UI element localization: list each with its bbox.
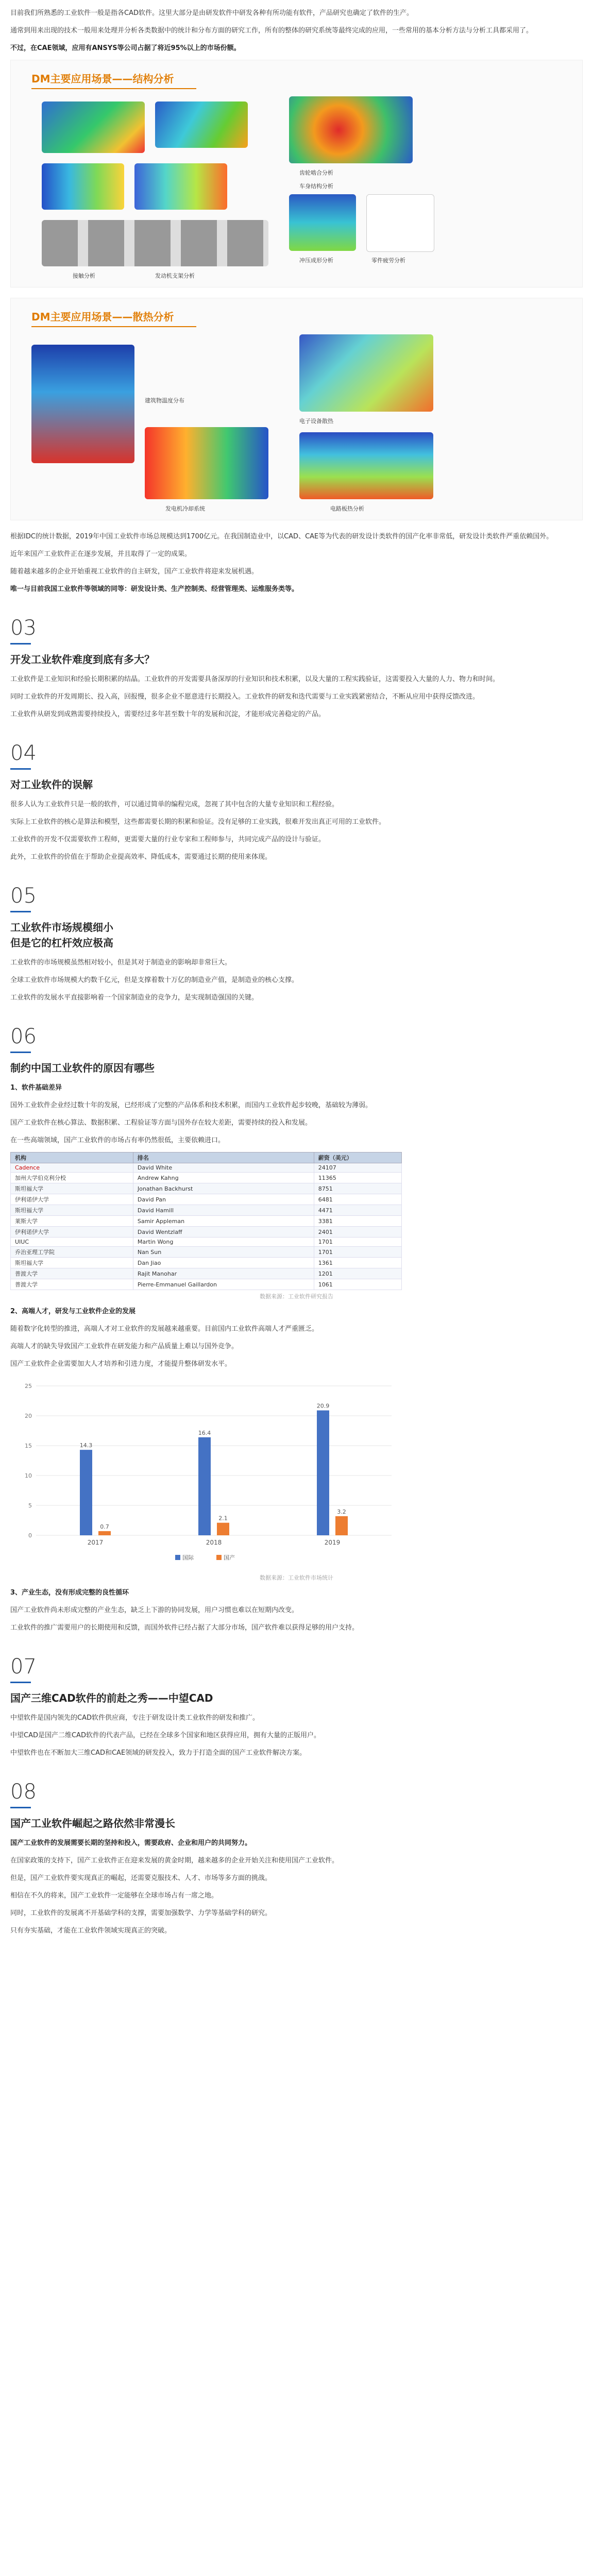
- figure1-label-4: 发动机支架分析: [155, 273, 195, 279]
- legend-label: 国际: [182, 1554, 194, 1561]
- figure2-label-1: 建筑物温度分布: [145, 397, 184, 404]
- table-header-cell: 薪资（美元）: [314, 1153, 401, 1163]
- section-8-paragraph-4: 相信在不久的将来，国产工业软件一定能够在全球市场占有一席之地。: [10, 1892, 218, 1900]
- legend-label: 国产: [224, 1554, 235, 1561]
- section-8-paragraph-1: 国产工业软件的发展需要长期的坚持和投入，需要政府、企业和用户的共同努力。: [10, 1839, 252, 1847]
- section-7-divider: [10, 1682, 31, 1683]
- table-cell: 乔治亚理工学院: [11, 1247, 133, 1258]
- bar-chart-svg: [10, 1376, 402, 1566]
- y-tick-label: 5: [28, 1502, 32, 1509]
- section-6-paragraph-6: 国产工业软件企业需要加大人才培养和引进力度，才能提升整体研发水平。: [10, 1360, 232, 1368]
- section-6-title: 制约中国工业软件的原因有哪些: [10, 1062, 155, 1074]
- section-4-paragraph-3: 工业软件的开发不仅需要软件工程师，更需要大量的行业专家和工程师参与，共同完成产品的设计与验证。: [10, 836, 326, 843]
- thermal-building-image: [31, 345, 134, 463]
- bar-value-label: 14.3: [79, 1442, 93, 1449]
- table-cell: 3381: [314, 1216, 401, 1227]
- table-cell: 斯坦福大学: [11, 1183, 133, 1194]
- chart-caption: 数据来源：工业软件市场统计: [260, 1574, 333, 1581]
- section-3-paragraph-3: 工业软件从研发到成熟需要持续投入，需要经过多年甚至数十年的发展和沉淀，才能形成完善稳定的产品。: [10, 710, 326, 718]
- figure1-label-2: 车身结构分析: [299, 183, 333, 190]
- section-4-number: 04: [10, 741, 37, 765]
- table-cell: David Wentzlaff: [133, 1227, 314, 1238]
- table-row: [11, 1227, 402, 1238]
- table-cell: 伊利诺伊大学: [11, 1227, 133, 1238]
- bar-国际: [80, 1450, 92, 1535]
- section-3-number: 03: [10, 616, 37, 640]
- section-5-paragraph-1: 工业软件的市场规模虽然相对较小，但是其对于制造业的影响却非常巨大。: [10, 959, 232, 967]
- table-cell: Nan Sun: [133, 1247, 314, 1258]
- mid-paragraph-2: 近年来国产工业软件正在逐步发展，并且取得了一定的成果。: [10, 550, 192, 558]
- table-cell: Cadence: [11, 1163, 133, 1173]
- table-cell: Samir Appleman: [133, 1216, 314, 1227]
- section-6-paragraph-4: 随着数字化转型的推进，高端人才对工业软件的发展越来越重要。目前国内工业软件高端人才严重匮乏。: [10, 1325, 319, 1333]
- section-6-subheading-2: 2、高端人才，研发与工业软件企业的发展: [10, 1308, 136, 1315]
- figure2-title: DM主要应用场景——散热分析: [31, 311, 174, 323]
- mid-paragraph-1: 根据IDC的统计数据，2019年中国工业软件市场总规模达到1700亿元。在我国制造业中，以CAD、CAE等为代表的研发设计类软件的国产化率非常低，研发设计类软件严重依赖国外。: [10, 533, 553, 540]
- intro-paragraph-1: 目前我们所熟悉的工业软件一般是指各CAD软件。这里大部分是由研发软件中研发各种有所功能有软件，产品研究也确定了软件的生产。: [10, 9, 413, 17]
- bar-国产: [98, 1531, 111, 1535]
- cad-bracket-image: [42, 163, 124, 210]
- table-row: [11, 1216, 402, 1227]
- table-row: [11, 1194, 402, 1205]
- section-5-paragraph-2: 全球工业软件市场规模大约数千亿元，但是支撑着数十万亿的制造业产值，是制造业的核心支撑。: [10, 976, 299, 984]
- table-row: [11, 1205, 402, 1216]
- figure2-label-4: 电路板热分析: [330, 505, 364, 512]
- table-cell: David Hamill: [133, 1205, 314, 1216]
- section-8-paragraph-2: 在国家政策的支持下，国产工业软件正在迎来发展的黄金时期，越来越多的企业开始关注和使用国产工业软件。: [10, 1857, 339, 1865]
- section-5-number: 05: [10, 884, 37, 908]
- table-row: [11, 1163, 402, 1173]
- bar-value-label: 0.7: [100, 1523, 109, 1530]
- table-cell: 伊利诺伊大学: [11, 1194, 133, 1205]
- table-cell: 斯坦福大学: [11, 1205, 133, 1216]
- table-cell: 普渡大学: [11, 1268, 133, 1279]
- bar-value-label: 16.4: [198, 1429, 211, 1436]
- mid-paragraph-4: 唯一与目前我国工业软件等领域的同等：研发设计类、生产控制类、经营管理类、运维服务类等。: [10, 585, 299, 593]
- table-row: [11, 1173, 402, 1183]
- section-3-title: 开发工业软件难度到底有多大？: [10, 653, 155, 666]
- table-cell: 2401: [314, 1227, 401, 1238]
- section-6-subheading-3: 3、产业生态，没有形成完整的良性循环: [10, 1589, 129, 1597]
- section-8-number: 08: [10, 1780, 37, 1804]
- table-row: [11, 1247, 402, 1258]
- section-6-number: 06: [10, 1025, 37, 1048]
- section-4-paragraph-1: 很多人认为工业软件只是一般的软件，可以通过简单的编程完成，忽视了其中包含的大量专业知识和工程经验。: [10, 801, 339, 808]
- figure2-underline: [31, 326, 196, 327]
- table-cell: Martin Wong: [133, 1238, 314, 1247]
- y-tick-label: 10: [25, 1472, 32, 1479]
- thermal-generator-image: [145, 427, 268, 499]
- cad-contact-image: [134, 163, 227, 210]
- legend-swatch: [175, 1555, 180, 1560]
- table-cell: David Pan: [133, 1194, 314, 1205]
- table-caption: 数据来源：工业软件研究报告: [260, 1293, 333, 1300]
- table-cell: 莱斯大学: [11, 1216, 133, 1227]
- bar-国产: [335, 1516, 348, 1535]
- section-4-paragraph-4: 此外，工业软件的价值在于帮助企业提高效率、降低成本，需要通过长期的使用来体现。: [10, 853, 272, 861]
- figure2-label-3: 发电机冷却系统: [165, 505, 205, 512]
- section-7-paragraph-3: 中望软件也在不断加大三维CAD和CAE领域的研发投入，致力于打造全面的国产工业软件解决方案。: [10, 1749, 307, 1757]
- table-cell: 斯坦福大学: [11, 1258, 133, 1268]
- table-cell: 24107: [314, 1163, 401, 1173]
- section-7-paragraph-2: 中望CAD是国产二维CAD软件的代表产品，已经在全球多个国家和地区获得应用，拥有大量的正版用户。: [10, 1732, 320, 1739]
- figure-structural-analysis: [10, 60, 583, 287]
- section-6-paragraph-2: 国产工业软件在核心算法、数据积累、工程验证等方面与国外存在较大差距，需要持续的投入和发展。: [10, 1119, 312, 1127]
- table-cell: 普渡大学: [11, 1279, 133, 1290]
- section-6-subheading-1: 1、软件基础差异: [10, 1084, 62, 1092]
- table-cell: 11365: [314, 1173, 401, 1183]
- section-8-paragraph-6: 只有夯实基础，才能在工业软件领域实现真正的突破。: [10, 1927, 172, 1935]
- section-5-title: 工业软件市场规模细小 但是它的杠杆效应极高: [10, 921, 113, 949]
- table-cell: UIUC: [11, 1238, 133, 1247]
- intro-paragraph-3: 不过，在CAE领域，应用有ANSYS等公司占据了将近95%以上的市场份额。: [10, 44, 241, 52]
- table-cell: Pierre-Emmanuel Gaillardon: [133, 1279, 314, 1290]
- table-row: [11, 1258, 402, 1268]
- cad-gear-image: [42, 101, 145, 153]
- section-8-paragraph-3: 但是，国产工业软件要实现真正的崛起，还需要克服技术、人才、市场等多方面的挑战。: [10, 1874, 272, 1882]
- section-6-paragraph-8: 工业软件的推广需要用户的长期使用和反馈，而国外软件已经占据了大部分市场，国产软件难以获得足够的用户支持。: [10, 1624, 359, 1632]
- section-6-paragraph-7: 国产工业软件尚未形成完整的产业生态，缺乏上下游的协同发展，用户习惯也难以在短期内改变。: [10, 1606, 299, 1614]
- section-5-divider: [10, 911, 31, 912]
- section-6-paragraph-3: 在一些高端领域，国产工业软件的市场占有率仍然很低，主要依赖进口。: [10, 1137, 225, 1144]
- table-header-cell: 机构: [11, 1153, 133, 1163]
- x-tick-label: 2017: [87, 1539, 104, 1546]
- cad-stamping-image: [289, 194, 356, 251]
- bar-value-label: 3.2: [337, 1508, 346, 1515]
- table-header-row: [11, 1153, 402, 1163]
- cad-car-body-image: [155, 101, 248, 148]
- mid-paragraph-3: 随着越来越多的企业开始重视工业软件的自主研发，国产工业软件将迎来发展机遇。: [10, 568, 259, 575]
- table-cell: Dan Jiao: [133, 1258, 314, 1268]
- table-cell: 6481: [314, 1194, 401, 1205]
- section-7-title: 国产三维CAD软件的前赴之秀——中望CAD: [10, 1692, 213, 1704]
- bar-value-label: 2.1: [218, 1515, 228, 1522]
- table-cell: 1201: [314, 1268, 401, 1279]
- table-cell: Rajit Manohar: [133, 1268, 314, 1279]
- figure1-label-3: 接触分析: [73, 273, 95, 279]
- table-cell: David White: [133, 1163, 314, 1173]
- section-5-paragraph-3: 工业软件的发展水平直接影响着一个国家制造业的竞争力，是实现制造强国的关键。: [10, 994, 259, 1002]
- figure1-underline: [31, 88, 196, 89]
- bar-国际: [317, 1411, 329, 1535]
- intro-paragraph-2: 通常到用来出现的技术一般用来处理并分析各类数据中的统计和分布方面的研究工作，所有的整体的研究系统等最终完成的应用，一些常用的基本分析方法与分析工具都采用了。: [10, 27, 533, 35]
- table-cell: 1361: [314, 1258, 401, 1268]
- figure-thermal-analysis: [10, 298, 583, 520]
- table-cell: 8751: [314, 1183, 401, 1194]
- x-tick-label: 2018: [206, 1539, 222, 1546]
- cad-part-row-image: [42, 220, 268, 266]
- y-tick-label: 0: [28, 1532, 32, 1539]
- figure1-label-1: 齿轮啮合分析: [299, 170, 333, 176]
- section-4-divider: [10, 768, 31, 770]
- section-4-title: 对工业软件的误解: [10, 778, 93, 791]
- table-row: [11, 1238, 402, 1247]
- y-tick-label: 15: [25, 1443, 32, 1449]
- section-7-number: 07: [10, 1655, 37, 1679]
- figure1-label-5: 冲压成形分析: [299, 257, 333, 264]
- table-cell: 1061: [314, 1279, 401, 1290]
- researcher-table: [10, 1152, 402, 1290]
- section-6-paragraph-5: 高端人才的缺失导致国产工业软件在研发能力和产品质量上难以与国外竞争。: [10, 1343, 239, 1350]
- table-cell: 4471: [314, 1205, 401, 1216]
- bar-国际: [198, 1437, 211, 1535]
- table-row: [11, 1268, 402, 1279]
- table-row: [11, 1183, 402, 1194]
- y-tick-label: 25: [25, 1383, 32, 1389]
- table-cell: Andrew Kahng: [133, 1173, 314, 1183]
- y-tick-label: 20: [25, 1413, 32, 1419]
- x-tick-label: 2019: [324, 1539, 341, 1546]
- section-4-paragraph-2: 实际上工业软件的核心是算法和模型，这些都需要长期的积累和验证。没有足够的工业实践，很难开发出真正可用的工业软件。: [10, 818, 386, 826]
- section-8-title: 国产工业软件崛起之路依然非常漫长: [10, 1817, 175, 1829]
- section-6-divider: [10, 1052, 31, 1053]
- legend-swatch: [216, 1555, 222, 1560]
- cad-engine-image: [289, 96, 413, 163]
- thermal-pcb-image: [299, 432, 433, 499]
- figure1-label-6: 零件疲劳分析: [371, 257, 405, 264]
- table-cell: 1701: [314, 1247, 401, 1258]
- table-header-cell: 排名: [133, 1153, 314, 1163]
- figure1-title: DM主要应用场景——结构分析: [31, 73, 174, 85]
- section-8-paragraph-5: 同时，工业软件的发展离不开基础学科的支撑，需要加强数学、力学等基础学科的研究。: [10, 1909, 272, 1917]
- section-7-paragraph-1: 中望软件是国内领先的CAD软件供应商，专注于研发设计类工业软件的研发和推广。: [10, 1714, 259, 1722]
- cad-fatigue-image: [366, 194, 434, 252]
- section-3-divider: [10, 643, 31, 645]
- section-8-divider: [10, 1807, 31, 1808]
- table-row: [11, 1279, 402, 1290]
- market-bar-chart: [10, 1376, 583, 1571]
- bar-国产: [217, 1523, 229, 1535]
- figure2-label-2: 电子设备散热: [299, 418, 333, 425]
- bar-value-label: 20.9: [316, 1402, 330, 1410]
- table-cell: Jonathan Backhurst: [133, 1183, 314, 1194]
- thermal-device-image: [299, 334, 433, 412]
- table-cell: 加州大学伯克利分校: [11, 1173, 133, 1183]
- section-3-paragraph-2: 同时工业软件的开发周期长、投入高，回报慢，很多企业不愿意进行长期投入。工业软件的研发和迭代需要与工业实践紧密结合，不断从应用中获得反馈改进。: [10, 693, 480, 701]
- section-6-paragraph-1: 国外工业软件企业经过数十年的发展，已经形成了完整的产品体系和技术积累，而国内工业软件起步较晚，基础较为薄弱。: [10, 1101, 372, 1109]
- table-cell: 1701: [314, 1238, 401, 1247]
- table-body: [11, 1163, 402, 1290]
- section-3-paragraph-1: 工业软件是工业知识和经验长期积累的结晶。工业软件的开发需要具备深厚的行业知识和技术积累，以及大量的工程实践验证，这需要投入大量的人力、物力和时间。: [10, 675, 500, 683]
